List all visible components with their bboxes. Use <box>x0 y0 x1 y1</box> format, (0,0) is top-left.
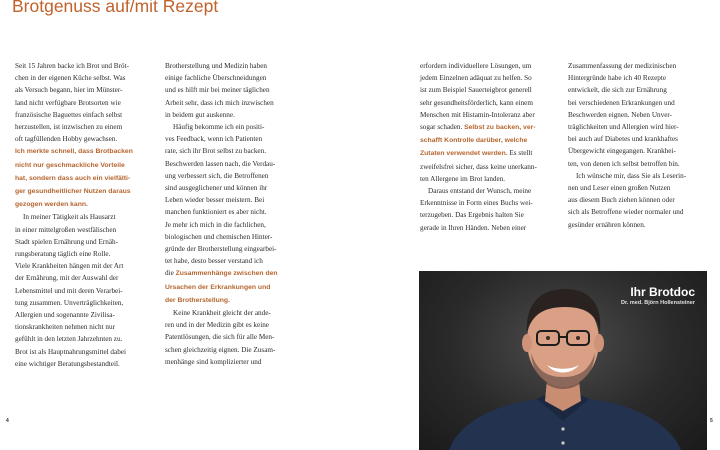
highlighted-text: ger gesundheitlicher Nutzen daraus <box>15 188 131 196</box>
text-line <box>420 209 560 221</box>
text-line <box>568 97 710 109</box>
body-text: Beschwerden lassen nach, die Verdau- <box>165 159 276 168</box>
body-text: Lebensmittel und mit deren Verarbei- <box>15 286 123 295</box>
text-column-1 <box>15 60 155 370</box>
text-line <box>165 72 305 84</box>
body-text: der Ernährung, mit der Auswahl der <box>15 274 119 283</box>
text-line <box>165 84 305 96</box>
highlighted-text: der Brotherstellung. <box>165 296 230 304</box>
body-text: ves Feedback, wenn ich Patienten <box>165 135 263 144</box>
body-text: in einer mittelgroßen westfälischen <box>15 225 117 234</box>
body-text: Hintergründe habe ich 40 Rezepte <box>568 74 667 83</box>
photo-caption-title: Ihr Brotdoc <box>630 285 695 299</box>
text-line <box>15 185 155 198</box>
text-line <box>15 84 155 96</box>
text-line <box>420 185 560 197</box>
text-line <box>165 121 305 133</box>
body-text: gefühlt in den letzten Jahrzehnten zu. <box>15 335 123 344</box>
text-line <box>568 158 710 170</box>
text-line <box>420 134 560 147</box>
text-line <box>420 72 560 84</box>
text-line <box>15 260 155 272</box>
text-line <box>15 309 155 321</box>
body-text: einige fachliche Überschneidungen <box>165 74 267 83</box>
text-line <box>165 243 305 255</box>
body-text: Übergewicht eingegangen. Krankhei- <box>568 147 676 156</box>
body-text: in beidem gut auskenne. <box>165 110 235 119</box>
highlighted-text: nicht nur geschmackliche Vorteile <box>15 161 125 169</box>
body-text: manchen funktioniert es aber nicht. <box>165 208 267 217</box>
text-line <box>165 231 305 243</box>
text-line <box>15 236 155 248</box>
text-line <box>568 219 710 231</box>
body-text: die <box>165 269 176 278</box>
text-line <box>568 170 710 182</box>
text-line <box>165 97 305 109</box>
text-line <box>15 198 155 211</box>
text-line <box>568 84 710 96</box>
text-line <box>420 222 560 234</box>
body-text: sind ausgeglichener und können ihr <box>165 184 268 193</box>
body-text: ung verbessert sich, die Betroffenen <box>165 171 269 180</box>
text-line <box>420 109 560 121</box>
highlighted-text: Zusammenhänge zwischen den <box>175 270 278 278</box>
text-line <box>165 133 305 145</box>
text-line <box>15 346 155 358</box>
text-line <box>165 182 305 194</box>
text-line <box>165 158 305 170</box>
body-text: entwickelt, die sich zur Ernährung <box>568 86 667 95</box>
text-line <box>15 211 155 223</box>
body-text: erfordern individuellere Lösungen, um <box>420 62 532 70</box>
body-text: Je mehr ich mich in die fachlichen, <box>165 220 266 229</box>
body-text: gesünder ernähren können. <box>568 220 646 229</box>
body-text: In meiner Tätigkeit als Hausarzt <box>23 213 116 222</box>
highlighted-text: Selbst zu backen, ver- <box>464 124 536 132</box>
text-line <box>15 133 155 145</box>
body-text: Allergien und sogenannte Zivilisa- <box>15 311 115 320</box>
body-text: bei verschiedenen Erkrankungen und <box>568 98 675 107</box>
body-text: ist zum Beispiel Sauerteigbrot generell <box>420 86 532 95</box>
body-text: rungsberatung täglich eine Rolle. <box>15 250 111 259</box>
text-line <box>165 145 305 157</box>
text-column-4 <box>568 60 710 231</box>
body-text: terzugeben. Das Ergebnis halten Sie <box>420 211 524 220</box>
body-text: schen gleichzeitig eignen. Die Zusam- <box>165 345 276 354</box>
text-line <box>420 147 560 160</box>
text-line <box>568 109 710 121</box>
body-text: eine wichtiger Beratungsbestandteil. <box>15 359 120 368</box>
body-text: Brotherstellung und Medizin haben <box>165 62 268 70</box>
text-line <box>15 248 155 260</box>
body-text: Keine Krankheit gleicht der ande- <box>173 309 271 318</box>
text-line <box>165 109 305 121</box>
text-line <box>15 121 155 133</box>
body-text: träglichkeiten und Allergien wird hier- <box>568 123 679 132</box>
body-text: Zusammenfassung der medizinischen <box>568 62 677 70</box>
body-text: und es hilft mir bei meiner täglichen <box>165 86 270 95</box>
text-line <box>568 72 710 84</box>
page-number-right: 5 <box>710 418 713 424</box>
text-line <box>165 219 305 231</box>
text-line <box>420 161 560 173</box>
text-line <box>165 356 305 368</box>
text-line <box>165 281 305 294</box>
body-text: gründe der Brotherstellung eingearbei- <box>165 245 277 254</box>
text-line <box>165 255 305 267</box>
body-text: tung zusammen. Unverträglichkeiten, <box>15 298 124 307</box>
author-photo <box>419 271 707 450</box>
text-line <box>15 60 155 72</box>
text-line <box>420 84 560 96</box>
text-line <box>420 173 560 185</box>
text-line <box>15 145 155 158</box>
text-line <box>165 331 305 343</box>
text-line <box>568 121 710 133</box>
text-line <box>15 97 155 109</box>
body-text: Ich wünsche mir, dass Sie als Leserin- <box>576 171 687 180</box>
body-text: oft tagfüllenden Hobby gewachsen. <box>15 135 118 144</box>
text-line <box>15 333 155 345</box>
body-text: gerade in Ihren Händen. Neben einer <box>420 223 527 232</box>
text-line <box>165 194 305 206</box>
text-line <box>165 344 305 356</box>
body-text: als Versuch begann, hier im Münster- <box>15 86 123 95</box>
body-text: menhänge sind komplizierter und <box>165 357 262 366</box>
body-text: ten, von denen ich selbst betroffen bin. <box>568 159 680 168</box>
text-line <box>420 121 560 134</box>
text-line <box>15 272 155 284</box>
text-line <box>165 267 305 280</box>
text-line <box>15 321 155 333</box>
text-line <box>568 145 710 157</box>
body-text: Arbeit sehr, dass ich mich inzwischen <box>165 98 274 107</box>
body-text: ten Allergene im Brot landen. <box>420 174 506 183</box>
page-number-left: 4 <box>6 418 9 424</box>
highlighted-text: Ursachen der Erkrankungen und <box>165 283 271 291</box>
text-line <box>420 197 560 209</box>
body-text: zweifelsfrei sicher, dass keine unerkann- <box>420 162 537 171</box>
body-text: Viele Krankheiten hängen mit der Art <box>15 262 124 271</box>
body-text: jedem Einzelnen adäquat zu helfen. So <box>420 74 532 83</box>
highlighted-text: Ich merkte schnell, dass Brotbacken <box>15 148 133 156</box>
text-line <box>165 307 305 319</box>
photo-caption-subtitle: Dr. med. Björn Hollensteiner <box>621 300 695 306</box>
text-line <box>568 182 710 194</box>
body-text: Leben wieder besser meistern. Bei <box>165 196 265 205</box>
highlighted-text: gezogen werden kann. <box>15 201 88 209</box>
page-title: Brotgenuss auf/mit Rezept <box>12 0 219 16</box>
body-text: Menschen mit Histamin-Intoleranz aber <box>420 110 535 119</box>
body-text: sogar schaden. <box>420 123 465 132</box>
body-text: biologischen und chemischen Hinter- <box>165 232 273 241</box>
text-line <box>15 159 155 172</box>
body-text: Brot ist als Hauptnahrungsmittel dabei <box>15 347 126 356</box>
text-line <box>568 206 710 218</box>
text-line <box>15 297 155 309</box>
text-line <box>15 172 155 185</box>
body-text: Es stellt <box>507 149 533 158</box>
body-text: tionskrankheiten nehmen nicht nur <box>15 323 116 332</box>
text-line <box>15 224 155 236</box>
body-text: bei auch auf Diabetes und krankhaftes <box>568 135 678 144</box>
text-line <box>15 72 155 84</box>
body-text: ren und in der Medizin gibt es keine <box>165 321 269 330</box>
text-column-2 <box>165 60 305 368</box>
text-line <box>420 97 560 109</box>
highlighted-text: hat, sondern dass auch ein vielfälti- <box>15 174 131 182</box>
text-line <box>568 194 710 206</box>
body-text: sich als Betroffene wieder normaler und <box>568 208 684 217</box>
text-line <box>165 294 305 307</box>
text-column-3 <box>420 60 560 234</box>
text-line <box>165 170 305 182</box>
text-line <box>568 133 710 145</box>
body-text: aus diesem Buch ziehen können oder <box>568 196 675 205</box>
highlighted-text: Zutaten verwendet werden. <box>420 150 508 158</box>
body-text: Stadt spielen Ernährung und Ernäh- <box>15 237 118 246</box>
body-text: Erkenntnisse in Form eines Buchs wei- <box>420 199 533 208</box>
body-text: französische Baguettes einfach selbst <box>15 110 123 119</box>
text-line <box>15 285 155 297</box>
body-text: chen in der eigenen Küche selbst. Was <box>15 74 126 83</box>
body-text: nen und Leser einen großen Nutzen <box>568 184 671 193</box>
body-text: sehr gesundheitsförderlich, kann einem <box>420 98 533 107</box>
body-text: Daraus entstand der Wunsch, meine <box>428 187 532 196</box>
body-text: Beschwerden eignen. Neben Unver- <box>568 110 673 119</box>
text-line <box>15 109 155 121</box>
text-line <box>165 60 305 72</box>
body-text: Patentlösungen, die sich für alle Men- <box>165 333 275 342</box>
text-line <box>165 319 305 331</box>
body-text: rate, sich ihr Brot selbst zu backen. <box>165 147 266 156</box>
text-line <box>15 358 155 370</box>
body-text: Seit 15 Jahren backe ich Brot und Bröt- <box>15 62 129 70</box>
body-text: Häufig bekomme ich ein positi- <box>173 123 265 132</box>
body-text: land nicht verfügbare Brotsorten wie <box>15 98 121 107</box>
text-line <box>165 206 305 218</box>
body-text: tet habe, desto besser verstand ich <box>165 257 263 266</box>
text-line <box>568 60 710 72</box>
body-text: herzustellen, ist inzwischen zu einem <box>15 123 123 132</box>
highlighted-text: schafft Kontrolle darüber, welche <box>420 137 528 145</box>
text-line <box>420 60 560 72</box>
